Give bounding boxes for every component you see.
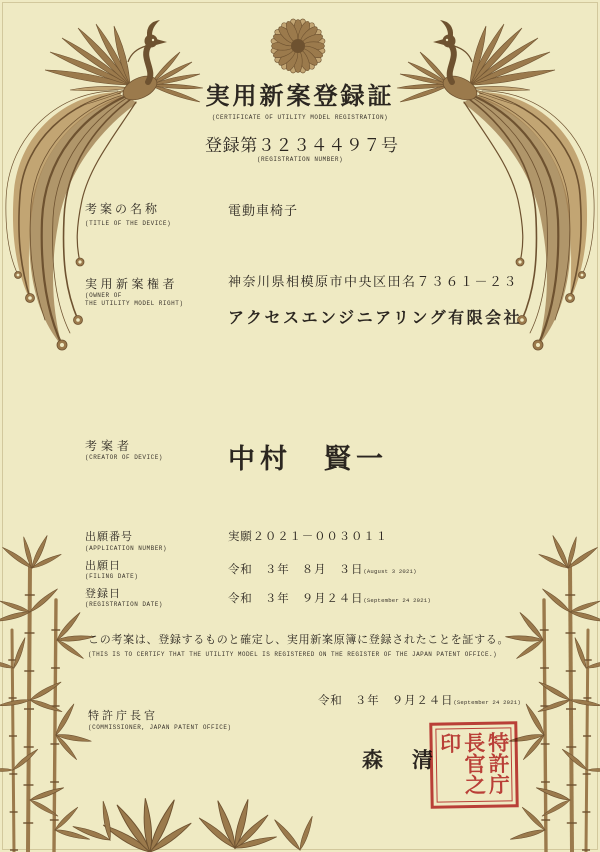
bamboo-leaf xyxy=(573,637,588,669)
application-number-label: 出願番号 xyxy=(85,530,133,543)
bamboo-left-icon xyxy=(0,534,95,852)
commissioner-title: 特許庁長官 xyxy=(88,709,158,722)
owner-label-english-line1: (OWNER OF xyxy=(85,292,122,299)
registration-date-label: 登録日 xyxy=(85,587,121,600)
certification-date xyxy=(318,691,521,707)
bamboo-leaf xyxy=(29,680,62,702)
certification-date-value-english: (September 24 2021) xyxy=(453,699,521,706)
certificate-title-english: (CERTIFICATE OF UTILITY MODEL REGISTRATION) xyxy=(211,114,389,121)
device-title-label-english: (TITLE OF THE DEVICE) xyxy=(85,220,172,227)
certification-date-value: 令和 ３年 ９月２４日 xyxy=(318,693,454,707)
device-title-label: 考案の名称 xyxy=(85,202,161,216)
device-title-value: 電動車椅子 xyxy=(228,204,299,219)
bamboo-leaf xyxy=(29,786,64,803)
bamboo-leaf xyxy=(12,637,27,669)
bamboo-leaf xyxy=(515,638,544,660)
registration-date-value-english: (September 24 2021) xyxy=(363,597,431,604)
creator-label: 考案者 xyxy=(85,439,134,453)
bamboo-leaf xyxy=(12,748,39,772)
filing-date xyxy=(228,560,417,576)
certification-statement: この考案は、登録するものと確定し、実用新案原簿に登録されたことを証する。 xyxy=(88,633,510,646)
commissioner-title-english: (COMMISSIONER, JAPAN PATENT OFFICE) xyxy=(88,724,232,731)
bamboo-grass-leaf xyxy=(298,815,315,850)
bamboo-leaf xyxy=(0,768,13,771)
bamboo-leaf xyxy=(569,610,600,624)
registration-date xyxy=(228,589,431,605)
phoenix-right-icon xyxy=(397,20,594,350)
chrysanthemum-crest-icon xyxy=(270,18,326,74)
bamboo-grass-bottom-icon xyxy=(72,798,314,852)
owner-name: アクセスエンジニアリング有限会社 xyxy=(228,308,523,327)
bamboo-stalk xyxy=(12,630,14,852)
filing-date-label-english: (FILING DATE) xyxy=(85,573,139,580)
bamboo-leaf xyxy=(570,698,600,708)
bamboo-leaf xyxy=(510,828,546,842)
bamboo-leaf xyxy=(561,748,588,772)
registration-date-label-english: (REGISTRATION DATE) xyxy=(85,601,163,608)
seal-lettering: 特許庁長官之印 xyxy=(437,731,512,796)
certificate-title: 実用新案登録証 xyxy=(205,81,395,110)
bamboo-leaf xyxy=(0,599,31,614)
crest-center xyxy=(291,39,305,53)
bamboo-leaf xyxy=(538,680,571,702)
bamboo-leaf xyxy=(521,806,547,832)
filing-date-value: 令和 ３年 ８月 ３日 xyxy=(228,562,364,576)
filing-date-value-english: (August 3 2021) xyxy=(363,568,417,575)
bamboo-grass-leaf xyxy=(101,801,113,841)
bamboo-stalk xyxy=(586,630,588,852)
commissioner-name: 森 清 xyxy=(362,747,437,772)
bamboo-leaf xyxy=(0,698,30,708)
bamboo-leaf xyxy=(56,638,85,660)
bamboo-leaf xyxy=(54,703,76,736)
owner-label: 実用新案権者 xyxy=(85,277,179,291)
registration-date-value: 令和 ３年 ９月２４日 xyxy=(228,591,364,605)
filing-date-label: 出願日 xyxy=(85,559,121,572)
creator-name: 中村 賢一 xyxy=(228,444,388,475)
bamboo-leaf xyxy=(535,786,570,803)
registration-number-caption: (REGISTRATION NUMBER) xyxy=(256,156,344,163)
bamboo-leaf xyxy=(0,610,31,624)
application-number-label-english: (APPLICATION NUMBER) xyxy=(85,545,168,552)
certification-statement-english: (THIS IS TO CERTIFY THAT THE UTILITY MODEL IS REGISTERED ON THE REGISTER OF THE JAPAN PATENT OFFICE.) xyxy=(88,651,498,658)
official-seal xyxy=(429,721,518,809)
bamboo-leaf xyxy=(587,768,600,771)
bamboo-leaf xyxy=(569,599,600,614)
application-number-value: 実願２０２１－００３０１１ xyxy=(228,529,388,543)
bamboo-leaf xyxy=(524,703,546,736)
owner-label-english-line2: THE UTILITY MODEL RIGHT) xyxy=(85,300,184,307)
registration-number: 登録第３２３４４９７号 xyxy=(205,136,399,156)
owner-address: 神奈川県相模原市中央区田名７３６１－２３ xyxy=(228,275,519,290)
creator-label-english: (CREATOR OF DEVICE) xyxy=(85,454,163,461)
bamboo-grass-leaf xyxy=(273,818,302,852)
